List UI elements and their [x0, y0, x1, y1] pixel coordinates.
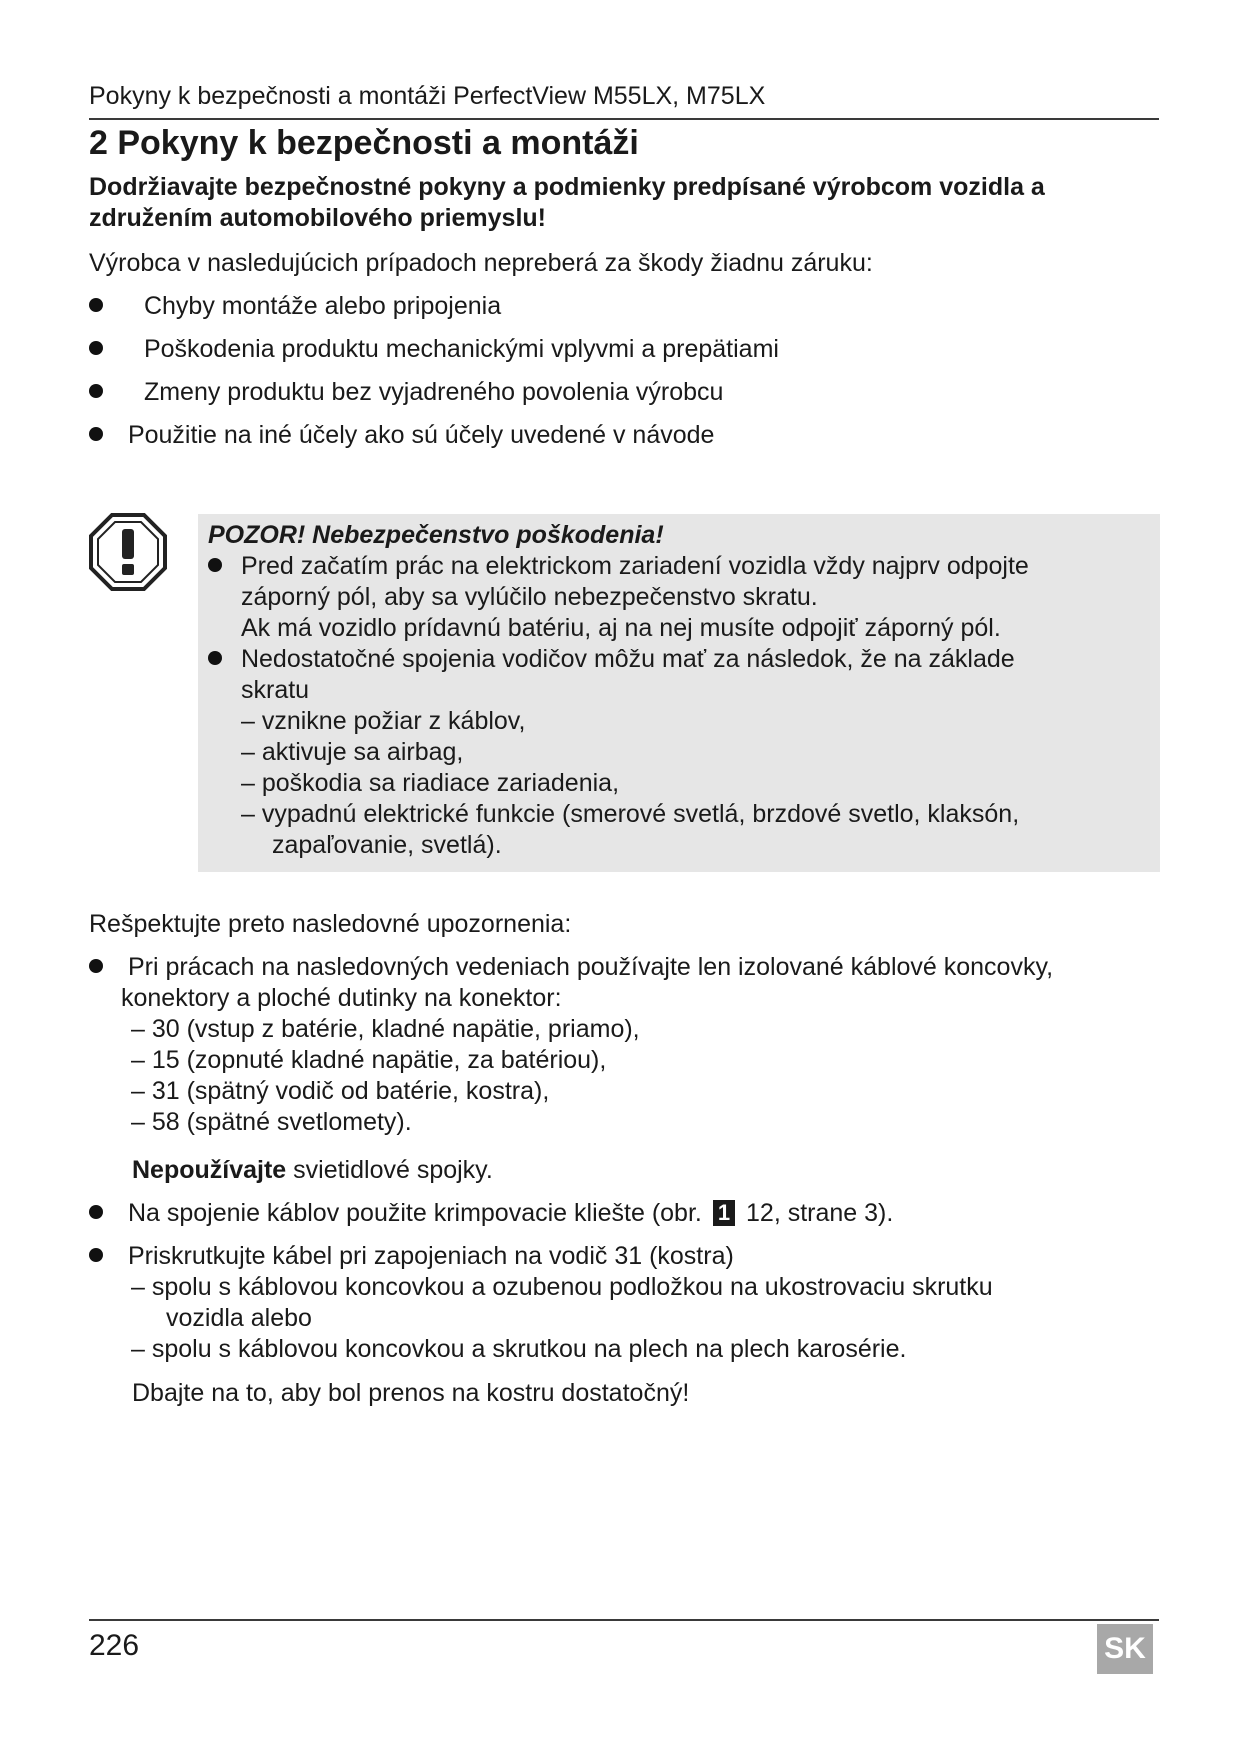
- lead-paragraph: Dodržiavajte bezpečnostné pokyny a podmienky predpísané výrobcom vozidla a združením automobilového priemyslu!: [89, 173, 1045, 232]
- list-item: Chyby montáže alebo pripojenia: [89, 290, 501, 322]
- bullet-icon: [89, 427, 103, 441]
- bullet-icon: [89, 959, 103, 973]
- bullet-icon: [89, 341, 103, 355]
- warning-text: Ak má vozidlo prídavnú batériu, aj na nej musíte odpojiť záporný pól.: [241, 614, 1001, 642]
- warning-dash-item: – vypadnú elektrické funkcie (smerové svetlá, brzdové svetlo, klaksón,: [241, 800, 1020, 828]
- figure-reference: 1: [713, 1200, 735, 1226]
- dash-item: – spolu s káblovou koncovkou a ozubenou podložkou na ukostrovaciu skrutku: [131, 1273, 993, 1301]
- notes-intro: Rešpektujte preto nasledovné upozornenia:: [89, 910, 572, 938]
- warning-title: POZOR! Nebezpečenstvo poškodenia!: [208, 521, 664, 549]
- list-item: Pred začatím prác na elektrickom zariadení vozidla vždy najprv odpojte: [208, 551, 1150, 582]
- language-tab: SK: [1097, 1624, 1153, 1674]
- note-warning-text: Nepoužívajte svietidlové spojky.: [132, 1156, 493, 1184]
- page-number: 226: [89, 1629, 140, 1662]
- header-rule: [89, 118, 1159, 120]
- list-item: Použitie na iné účely ako sú účely uvedené v návode: [89, 419, 714, 451]
- list-item: Priskrutkujte kábel pri zapojeniach na vodič 31 (kostra): [89, 1240, 734, 1272]
- list-item: Na spojenie káblov použite krimpovacie kliešte (obr. 1 12, strane 3).: [89, 1197, 893, 1229]
- dash-item: – 15 (zopnuté kladné napätie, za batériou),: [131, 1046, 607, 1074]
- running-header: Pokyny k bezpečnosti a montáži PerfectView M55LX, M75LX: [89, 82, 766, 110]
- bullet-icon: [208, 651, 222, 665]
- dash-item: – 58 (spätné svetlomety).: [131, 1108, 412, 1136]
- dash-item: – spolu s káblovou koncovkou a skrutkou na plech na plech karosérie.: [131, 1335, 907, 1363]
- warning-text: záporný pól, aby sa vylúčilo nebezpečenstvo skratu.: [241, 583, 818, 611]
- warning-text: zapaľovanie, svetlá).: [272, 831, 502, 859]
- list-item: Nedostatočné spojenia vodičov môžu mať za následok, že na základe: [208, 644, 1150, 675]
- dash-item: – 31 (spätný vodič od batérie, kostra),: [131, 1077, 550, 1105]
- intro-paragraph: Výrobca v nasledujúcich prípadoch nepreberá za škody žiadnu záruku:: [89, 249, 873, 277]
- bullet-icon: [89, 1248, 103, 1262]
- footer-rule: [89, 1619, 1159, 1621]
- warning-dash-item: – poškodia sa riadiace zariadenia,: [241, 769, 620, 797]
- list-item: Poškodenia produktu mechanickými vplyvmi a prepätiami: [89, 333, 779, 365]
- list-item: Zmeny produktu bez vyjadreného povolenia výrobcu: [89, 376, 723, 408]
- bullet-icon: [208, 558, 222, 572]
- bullet-icon: [89, 1205, 103, 1219]
- dash-item: – 30 (vstup z batérie, kladné napätie, priamo),: [131, 1015, 640, 1043]
- warning-dash-item: – aktivuje sa airbag,: [241, 738, 464, 766]
- note-text: vozidla alebo: [166, 1304, 312, 1332]
- bullet-icon: [89, 298, 103, 312]
- section-heading: 2 Pokyny k bezpečnosti a montáži: [89, 124, 639, 162]
- warning-dash-item: – vznikne požiar z káblov,: [241, 707, 526, 735]
- warning-octagon-icon: [88, 512, 168, 592]
- bullet-icon: [89, 384, 103, 398]
- warning-box: [198, 514, 1160, 872]
- warning-text: skratu: [241, 676, 310, 704]
- list-item: Pri prácach na nasledovných vedeniach používajte len izolované káblové koncovky,: [89, 951, 1053, 983]
- note-text: konektory a ploché dutinky na konektor:: [121, 984, 562, 1012]
- note-final: Dbajte na to, aby bol prenos na kostru dostatočný!: [132, 1379, 690, 1407]
